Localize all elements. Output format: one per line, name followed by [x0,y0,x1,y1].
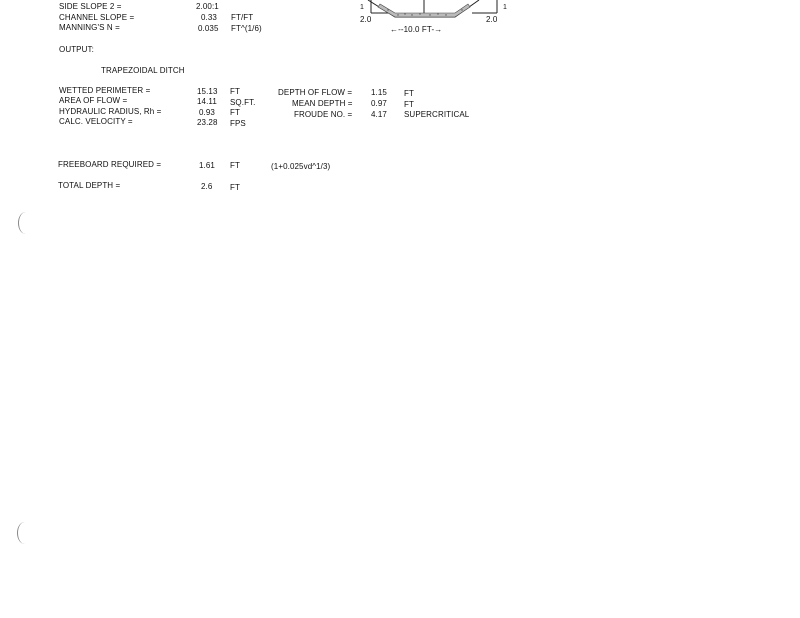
freeboard-label: FREEBOARD REQUIRED = [58,160,162,169]
freeboard-formula: (1+0.025vd^1/3) [271,162,331,171]
wetted-perimeter-unit: FT [230,87,240,96]
freeboard-unit: FT [230,161,240,170]
freeboard-value: 1.61 [199,161,215,170]
depth-of-flow-value: 1.15 [371,88,387,97]
right-slope-one-label: 1 [503,4,507,11]
channel-slope-value: 0.33 [201,13,217,22]
total-depth-label: TOTAL DEPTH = [58,181,121,190]
mannings-n-label: MANNING'S N = [59,23,120,32]
punch-hole-mark-top [18,212,33,234]
flow-regime-label: SUPERCRITICAL [404,110,470,119]
mannings-n-unit: FT^(1/6) [231,24,262,33]
area-of-flow-unit: SQ.FT. [230,98,256,107]
wetted-perimeter-label: WETTED PERIMETER = [59,86,151,95]
channel-slope-label: CHANNEL SLOPE = [59,13,135,22]
calc-velocity-label: CALC. VELOCITY = [59,117,133,126]
total-depth-value: 2.6 [201,182,213,191]
punch-hole-mark-bottom [17,522,32,544]
hydraulic-radius-unit: FT [230,108,240,117]
area-of-flow-value: 14.11 [197,97,217,106]
side-slope-2-label: SIDE SLOPE 2 = [59,2,122,11]
depth-of-flow-label: DEPTH OF FLOW = [278,88,353,97]
wetted-perimeter-value: 15.13 [197,87,218,96]
mannings-n-value: 0.035 [198,24,219,33]
hydraulic-radius-value: 0.93 [199,108,215,117]
right-slope-label: 2.0 [486,15,498,24]
mean-depth-value: 0.97 [371,99,387,108]
mean-depth-unit: FT [404,100,414,109]
section-title: TRAPEZOIDAL DITCH [101,66,185,75]
froude-number-label: FROUDE NO. = [294,110,353,119]
channel-slope-unit: FT/FT [231,13,254,22]
hydraulic-radius-label: HYDRAULIC RADIUS, Rh = [59,107,162,116]
total-depth-unit: FT [230,183,240,192]
output-label: OUTPUT: [59,45,94,54]
calc-velocity-unit: FPS [230,119,246,128]
bottom-width-label: ←--10.0 FT-→ [390,25,443,34]
mean-depth-label: MEAN DEPTH = [292,99,353,108]
side-slope-2-value: 2.00:1 [196,2,219,11]
area-of-flow-label: AREA OF FLOW = [59,96,128,105]
depth-of-flow-unit: FT [404,89,414,98]
calc-velocity-value: 23.28 [197,118,218,127]
left-slope-label: 2.0 [360,15,372,24]
froude-number-value: 4.17 [371,110,387,119]
left-slope-one-label: 1 [360,4,364,11]
